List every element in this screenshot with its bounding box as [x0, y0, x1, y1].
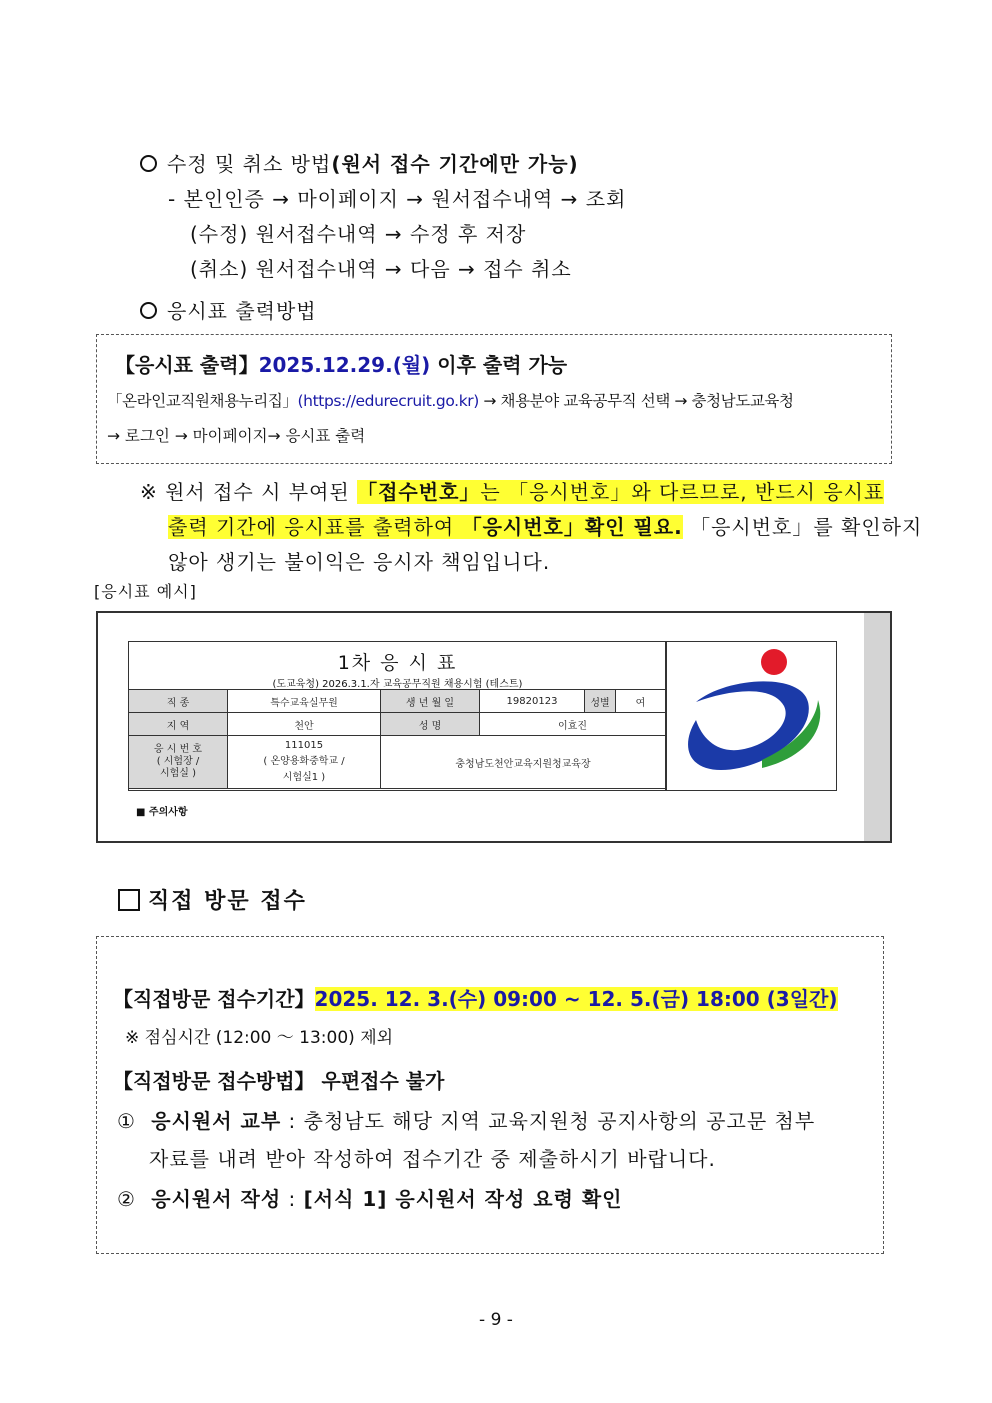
page-number: - 9 - [479, 1310, 513, 1330]
gender-value: 여 [616, 690, 666, 713]
ticket-card [128, 641, 667, 791]
ticket-table [128, 689, 666, 789]
circle-bullet-icon [140, 155, 157, 172]
circle-bullet-icon [140, 302, 157, 319]
region-value: 천안 [228, 713, 381, 736]
exam-number-value: 111015 ( 온양용화중학교 / 시험실1 ) [228, 736, 381, 789]
ticket-scrollbar [864, 613, 890, 841]
example-label: [응시표 예시] [94, 582, 197, 601]
direct-item1-cont: 자료를 내려 받아 작성하여 접수기간 중 제출하시기 바랍니다. [149, 1147, 716, 1171]
note-line2: 출력 기간에 응시표를 출력하여 「응시번호」확인 필요. 「응시번호」를 확인하지 [168, 515, 923, 539]
print-method-heading: 응시표 출력방법 [140, 295, 317, 324]
direct-visit-heading: 직접 방문 접수 [118, 884, 307, 915]
print-info-line2: → 로그인 → 마이페이지→ 응시표 출력 [107, 427, 366, 445]
direct-item1: ① 응시원서 교부 : 충청남도 해당 지역 교육지원청 공지사항의 공고문 첨부 [117, 1109, 816, 1133]
education-office: 충청남도천안교육지원청교육장 [381, 736, 666, 789]
ticket-subtitle: (도교육청) 2026.3.1.자 교육공무직원 채용시험 (테스트) [272, 679, 523, 690]
ticket-example-frame [96, 611, 892, 843]
direct-period: 【직접방문 접수기간】2025. 12. 3.(수) 09:00 ~ 12. 5.(금) 18:00 (3일간) [113, 987, 838, 1011]
modify-line2: (수정) 원서접수내역 → 수정 후 저장 [190, 222, 527, 246]
note-line3: 않아 생기는 불이익은 응시자 책임입니다. [168, 550, 551, 574]
job-label: 직 종 [129, 690, 228, 713]
ticket-photo-area [665, 641, 837, 791]
name-value: 이효진 [480, 713, 666, 736]
print-info-box [96, 334, 892, 464]
ticket-title: 1차 응 시 표 [337, 652, 458, 674]
direct-visit-box [96, 936, 884, 1254]
gender-label: 성별 [585, 690, 616, 713]
direct-method: 【직접방문 접수방법】 우편접수 불가 [113, 1069, 445, 1093]
modify-line1: - 본인인증 → 마이페이지 → 원서접수내역 → 조회 [168, 187, 627, 211]
education-office-logo-icon [666, 642, 836, 790]
region-label: 지 역 [129, 713, 228, 736]
name-label: 성 명 [381, 713, 480, 736]
job-value: 특수교육실무원 [228, 690, 381, 713]
checkbox-square-icon [118, 889, 140, 911]
modify-heading: 수정 및 취소 방법(원서 접수 기간에만 가능) [140, 148, 579, 177]
direct-lunch-note: ※ 점심시간 (12:00 ～ 13:00) 제외 [125, 1028, 394, 1048]
edurecruit-link[interactable]: (https://edurecruit.go.kr) [297, 392, 479, 410]
print-info-line1: 「온라인교직원채용누리집」(https://edurecruit.go.kr) → 채용분야 교육공무직 선택 → 충청남도교육청 [107, 392, 794, 410]
modify-line3: (취소) 원서접수내역 → 다음 → 접수 취소 [190, 257, 572, 281]
direct-item2: ② 응시원서 작성 : [서식 1] 응시원서 작성 요령 확인 [117, 1187, 623, 1211]
birth-label: 생 년 월 일 [381, 690, 480, 713]
birth-value: 19820123 [480, 690, 585, 713]
ticket-notes-label: ■ 주의사항 [136, 807, 188, 818]
print-info-title: 【응시표 출력】2025.12.29.(월) 이후 출력 가능 [115, 353, 568, 377]
exam-number-label: 응 시 번 호 ( 시험장 / 시험실 ) [129, 736, 228, 789]
note-line1: ※ 원서 접수 시 부여된 「접수번호」는 「응시번호」와 다르므로, 반드시 응시표 [140, 480, 885, 504]
